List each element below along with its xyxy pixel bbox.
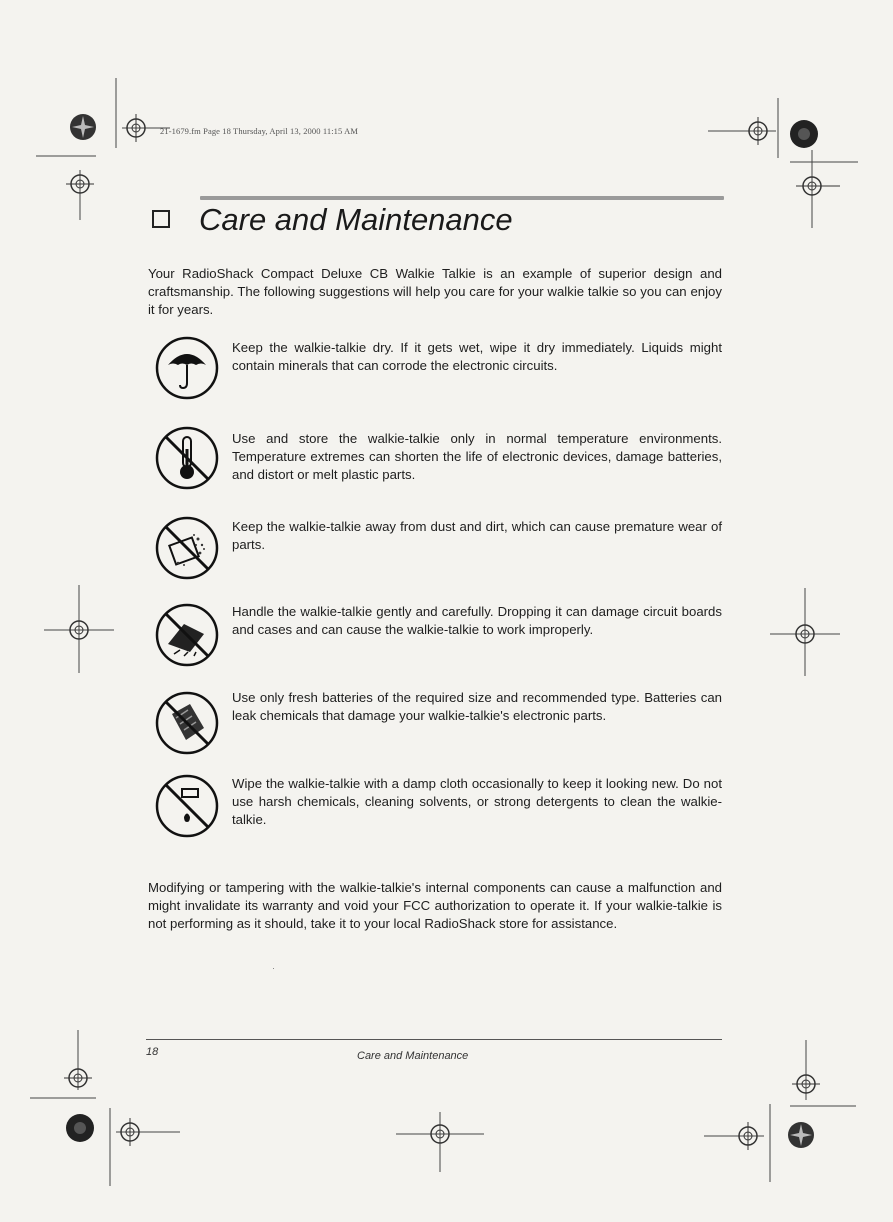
scan-speck: · <box>272 963 275 973</box>
intro-paragraph: Your RadioShack Compact Deluxe CB Walkie Talkie is an example of superior design and craftsmanship. The following suggestions will help you care for your walkie talkie so you can enjoy it for years. <box>148 266 722 317</box>
running-footer-title: Care and Maintenance <box>357 1050 469 1062</box>
no-thermometer-icon <box>154 425 220 491</box>
no-dust-icon <box>154 515 220 581</box>
no-dropping-icon <box>154 602 220 668</box>
crop-mark-top-right <box>708 98 788 158</box>
no-old-batteries-icon <box>154 690 220 756</box>
no-chemicals-icon <box>154 773 220 839</box>
crop-mark-right-upper <box>780 150 860 230</box>
crop-mark-bottom-left <box>104 1098 184 1188</box>
crop-mark-right-lower <box>780 1040 860 1120</box>
crop-mark-left-upper <box>36 142 126 222</box>
umbrella-icon <box>154 335 220 401</box>
care-item-text: Keep the walkie-talkie dry. If it gets wet, wipe it dry immediately. Liquids might contain minerals that can corrode the electronic circuits. <box>232 340 722 373</box>
crop-mark-bottom-center <box>396 1112 486 1174</box>
page-number: 18 <box>146 1046 159 1058</box>
registration-mark-bottom-right-dot <box>786 1120 816 1150</box>
care-item-text: Use and store the walkie-talkie only in normal temperature environments. Temperature extremes can shorten the life of electronic devices, damage batteries, and distort or melt plastic parts. <box>232 431 722 482</box>
registration-mark-top-right-dot <box>788 118 820 150</box>
crop-mark-bottom-right <box>704 1104 784 1184</box>
page-title: Care and Maintenance <box>199 202 513 237</box>
title-checkbox-icon <box>152 210 170 228</box>
warranty-paragraph: Modifying or tampering with the walkie-talkie's internal components can cause a malfunction and might invalidate its warranty and void your FCC authorization to operate it. If your walkie-talkie is not performing as it should, take it to your local RadioShack store for assistance. <box>148 880 722 931</box>
care-item-text: Wipe the walkie-talkie with a damp cloth occasionally to keep it looking new. Do not use harsh chemicals, cleaning solvents, or strong detergents to clean the walkie-talkie. <box>232 776 722 827</box>
care-item-text: Handle the walkie-talkie gently and carefully. Dropping it can damage circuit boards and cases and can cause the walkie-talkie to work improperly. <box>232 604 722 637</box>
registration-mark-top-left-dot <box>68 112 98 142</box>
print-slug: 21-1679.fm Page 18 Thursday, April 13, 2000 11:15 AM <box>160 126 359 136</box>
care-item-text: Use only fresh batteries of the required size and recommended type. Batteries can leak chemicals that damage your walkie-talkie's electronic parts. <box>232 690 722 723</box>
care-item-text: Keep the walkie-talkie away from dust and dirt, which can cause premature wear of parts. <box>232 519 722 552</box>
title-rule <box>200 196 724 200</box>
crop-mark-left-middle <box>44 585 114 675</box>
footer-rule <box>146 1039 722 1040</box>
crop-mark-right-middle <box>770 588 840 678</box>
registration-mark-bottom-left-dot <box>64 1112 96 1144</box>
